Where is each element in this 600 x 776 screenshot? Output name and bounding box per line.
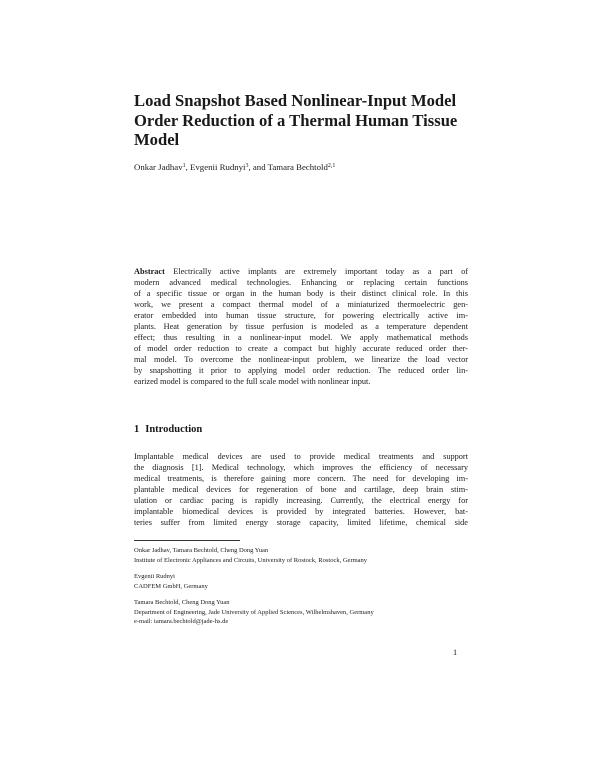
abstract-line: modern advanced medical technologies. Enhancing or replacing certain functions — [134, 278, 468, 287]
title-line: Order Reduction of a Thermal Human Tissue — [134, 110, 458, 130]
author-affiliation-mark: 3 — [245, 163, 249, 169]
affiliation-block — [134, 546, 474, 565]
abstract-line: plants. Heat generation by tissue perfusion is modeled as a temperature dependent — [134, 322, 468, 331]
section-heading — [134, 424, 202, 435]
author-list — [134, 162, 335, 172]
abstract-line — [134, 266, 468, 277]
page-number: 1 — [453, 648, 458, 657]
abstract-label: Abstract — [134, 267, 165, 276]
abstract-line: mal model. To overcome the nonlinear-input problem, we linearize the load vector — [134, 355, 468, 364]
author-affiliation-mark: 1 — [182, 163, 186, 169]
title-line: Model — [134, 130, 180, 149]
abstract-line: effect; thus resulting in a nonlinear-input model. We apply mathematical methods — [134, 333, 468, 342]
body-line: medical treatments, is therefore gaining more concern. The need for developing im- — [134, 474, 468, 483]
abstract-text: Electrically active implants are extremely important today as a part of — [173, 267, 468, 276]
body-line: the diagnosis [1]. Medical technology, which improves the efficiency of necessary — [134, 463, 468, 472]
section-title: Introduction — [145, 424, 203, 435]
abstract-line: by snapshotting it prior to applying model order reduction. The reduced order lin- — [134, 366, 468, 375]
body-line: teries suffer from limited energy storage capacity, limited lifetime, chemical side — [134, 518, 468, 527]
abstract-line: erator embedded into human tissue structure, for powering electrically active im- — [134, 311, 468, 320]
abstract — [134, 266, 468, 387]
affiliation-line: Department of Engineering, Jade University of Applied Sciences, Wilhelmshaven, Germany — [134, 608, 374, 616]
author-separator: , and — [248, 162, 268, 172]
affiliation-block — [134, 572, 474, 591]
footnote-rule — [134, 540, 240, 541]
section-number: 1 — [134, 424, 140, 435]
author-name: Tamara Bechtold — [267, 162, 328, 172]
paper-title — [134, 91, 474, 150]
title-line: Load Snapshot Based Nonlinear-Input Model — [134, 91, 457, 110]
affiliation-line: Tamara Bechtold, Cheng Dong Yuan — [134, 599, 230, 606]
affiliation-line: Onkar Jadhav, Tamara Bechtold, Cheng Dong Yuan — [134, 547, 269, 554]
body-line: ulation or cardiac pacing is rapidly increasing. Currently, the electrical energy for — [134, 496, 468, 505]
introduction-body — [134, 451, 468, 528]
body-line: Implantable medical devices are used to provide medical treatments and support — [134, 452, 468, 461]
contact-email: e-mail: tamara.bechtold@jade-hs.de — [134, 618, 229, 626]
author-name: Onkar Jadhav — [134, 162, 183, 172]
affiliation-line: Evgenii Rudnyi — [134, 573, 175, 580]
affiliation-line: CADFEM GmbH, Germany — [134, 582, 208, 590]
affiliation-line: Institute of Electronic Appliances and Circuits, University of Rostock, Rostock, Germany — [134, 556, 368, 564]
body-line: implantable biomedical devices is provided by integrated batteries. However, bat- — [134, 507, 468, 516]
author-affiliation-mark: 2,1 — [327, 163, 336, 169]
abstract-line: of a specific tissue or organ in the human body is their distinct clinical role. In this — [134, 289, 468, 298]
author-name: Evgenii Rudnyi — [190, 162, 246, 172]
abstract-line: of model order reduction to create a compact but highly accurate reduced order ther- — [134, 344, 468, 353]
affiliation-block — [134, 598, 474, 627]
abstract-line: work, we present a compact thermal model of a miniaturized thermoelectric gen- — [134, 300, 468, 309]
abstract-line: earized model is compared to the full scale model with nonlinear input. — [134, 377, 371, 386]
author-separator: , — [185, 162, 191, 172]
body-line: plantable medical devices for regeneration of bone and cartilage, deep brain stim- — [134, 485, 468, 494]
